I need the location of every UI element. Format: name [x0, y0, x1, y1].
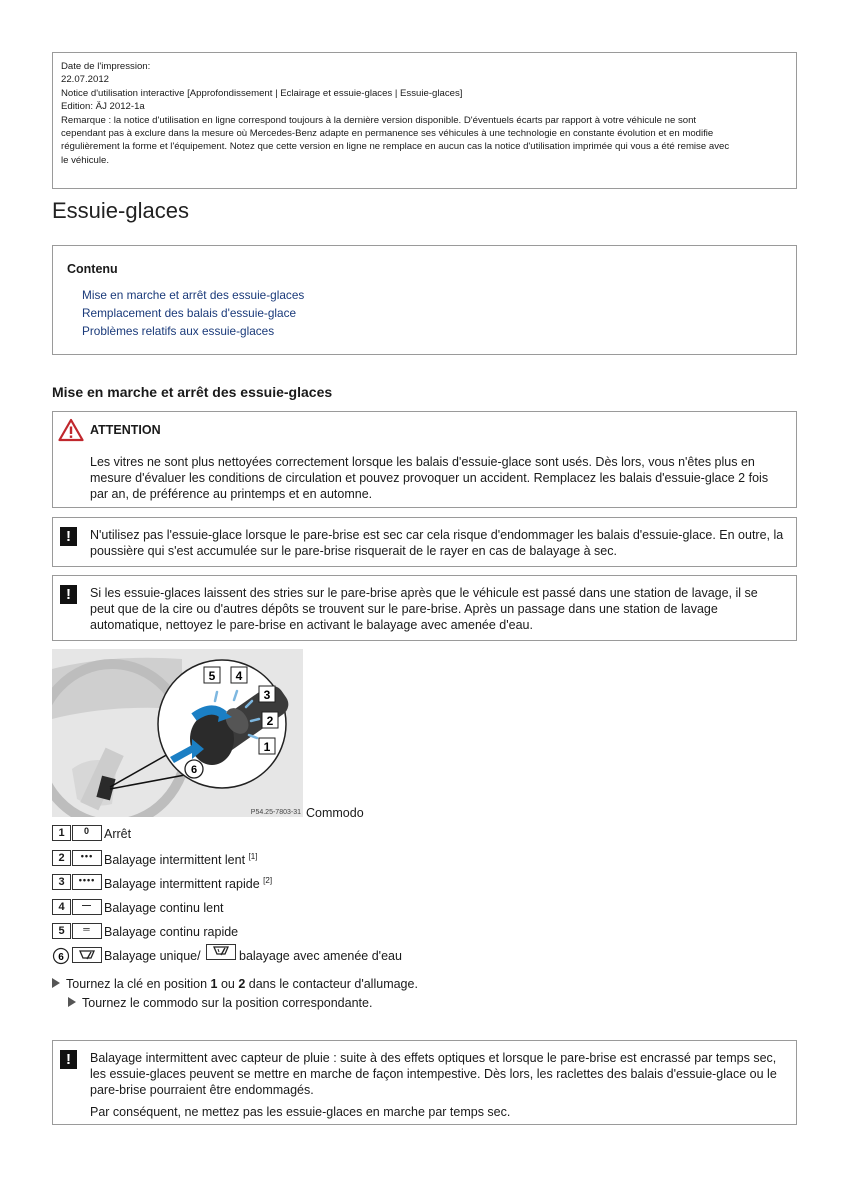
legend-text: Balayage intermittent lent: [104, 853, 246, 867]
note-text: N'utilisez pas l'essuie-glace lorsque le pare-brise est sec car cela risque d'endommager les balais d'essuie-glace. En outre, la poussière qui s'est accumulée sur le pare-brise risquerait de le rayer en cas de balayage à sec.: [90, 528, 784, 558]
figure-code: P54.25-7803-31: [250, 809, 301, 816]
toc-link-mise-en-marche[interactable]: Mise en marche et arrêt des essuie-glaces: [82, 288, 305, 302]
footnote-ref[interactable]: [2]: [263, 876, 273, 885]
toc-link-problemes[interactable]: Problèmes relatifs aux essuie-glaces: [82, 324, 275, 338]
legend-text: Balayage intermittent rapide: [104, 877, 260, 891]
legend-text-single-wipe: Balayage unique/: [104, 949, 201, 963]
remark-line-2: cependant pas à exclure dans la mesure où Mercedes-Benz adapte en permanence ses véhicules à une technologie en constante évolution et en modifie: [61, 128, 714, 140]
callout-3: 3: [263, 688, 271, 702]
legend-text: Balayage continu lent: [104, 901, 224, 915]
legend-text: Balayage continu rapide: [104, 925, 239, 939]
callout-6: 6: [190, 764, 198, 776]
section-heading: Mise en marche et arrêt des essuie-glaces: [52, 384, 333, 400]
washer-wipe-icon: [206, 944, 236, 960]
remark-line-3: régulièrement la forme et l'équipement. Notez que cette version en ligne ne remplace en aucun cas la notice d'utilisation imprimée qui vous a été remise avec: [61, 141, 730, 153]
footnote-ref[interactable]: [1]: [248, 852, 258, 861]
rain-note-paragraph-2: Par conséquent, ne mettez pas les essuie-glaces en marche par temps sec.: [90, 1105, 511, 1119]
legend-number: 4: [52, 899, 71, 915]
toc-heading: Contenu: [67, 262, 118, 276]
note-text: Si les essuie-glaces laissent des stries sur le pare-brise après que le véhicule est passé dans une station de lavage, il se peut que de la cire ou d'autres dépôts se trouvent sur le pare-brise. Après un passage dans une station de lavage automatique, nettoyez le pare-brise en activant le balayage avec amenée d'eau.: [90, 586, 758, 632]
page-title: Essuie-glaces: [52, 198, 189, 223]
breadcrumb: Notice d'utilisation interactive [Approfondissement | Eclairage et essuie-glaces | Essuie-glaces]: [61, 87, 463, 99]
callout-1: 1: [263, 740, 271, 754]
continuous-slow-symbol-icon: —: [72, 899, 102, 915]
warning-box: [52, 411, 797, 508]
table-of-contents: [52, 245, 797, 355]
legend-number: 3: [52, 874, 71, 890]
legend-item-2: [52, 850, 452, 866]
print-date-label: Date de l'impression:: [61, 61, 151, 72]
combination-switch-figure: [52, 649, 303, 817]
legend-item-6: [52, 947, 472, 963]
legend-item-3: [52, 874, 452, 890]
legend-item-1: [52, 825, 452, 841]
callout-4: 4: [235, 669, 243, 683]
callout-6-icon: [52, 947, 70, 965]
bullet-arrow-icon: [52, 978, 60, 988]
single-wipe-icon: [72, 947, 102, 963]
legend-text-washer-wipe: balayage avec amenée d'eau: [239, 949, 402, 963]
legend-number: 1: [52, 825, 71, 841]
remark-line-1: Remarque : la notice d'utilisation en ligne correspond toujours à la dernière version disponible. D'éventuels écarts par rapport à votre véhicule ne sont: [61, 114, 697, 126]
remark-line-4: le véhicule.: [61, 154, 109, 166]
note-box-rain-sensor: [52, 1040, 797, 1125]
callout-5: 5: [208, 669, 216, 683]
exclamation-icon: !: [60, 527, 77, 546]
rain-note-paragraph-1: Balayage intermittent avec capteur de pluie : suite à des effets optiques et lorsque le pare-brise est encrassé par temps sec, les essuie-glaces peuvent se mettre en marche de façon intempestive. Dès lors, les raclettes des balais d'essuie-glace ou le pare-brise pourraient être endommagés.: [90, 1051, 777, 1097]
print-date: 22.07.2012: [61, 74, 110, 86]
legend-number: 5: [52, 923, 71, 939]
note-box-dry-windshield: [52, 517, 797, 567]
warning-text: Les vitres ne sont plus nettoyées correctement lorsque les balais d'essuie-glace sont usés. Dès lors, vous n'êtes plus en mesure d'évaluer les conditions de circulation et pouvez provoquer un accident. Remplacez les balais d'essuie-glace 2 fois par an, de préférence au printemps et en automne.: [90, 455, 769, 501]
intermittent-slow-symbol-icon: •••: [72, 850, 102, 866]
step-1: Tournez la clé en position 1 ou 2 dans le contacteur d'allumage.: [52, 977, 418, 991]
figure-caption: Commodo: [306, 806, 364, 820]
legend-item-4: [52, 899, 452, 915]
legend-text: Arrêt: [104, 827, 132, 841]
bullet-arrow-icon: [68, 997, 76, 1007]
exclamation-icon: !: [60, 585, 77, 604]
note-box-car-wash: [52, 575, 797, 641]
legend-item-5: [52, 923, 452, 939]
exclamation-icon: !: [60, 1050, 77, 1069]
callout-2: 2: [266, 714, 274, 728]
note-text: [90, 1050, 785, 1120]
warning-triangle-icon: [58, 418, 84, 442]
wiper-off-symbol-icon: 0: [72, 825, 102, 841]
continuous-fast-symbol-icon: ═: [72, 923, 102, 939]
edition: Edition: ÄJ 2012-1a: [61, 101, 145, 113]
print-info-box: [52, 52, 797, 189]
combination-switch-illustration: [52, 649, 303, 817]
svg-text:6: 6: [58, 952, 64, 963]
legend-number: 2: [52, 850, 71, 866]
warning-title: ATTENTION: [90, 423, 161, 437]
intermittent-fast-symbol-icon: ••••: [72, 874, 102, 890]
toc-link-remplacement[interactable]: Remplacement des balais d'essuie-glace: [82, 306, 297, 320]
step-2: Tournez le commodo sur la position correspondante.: [68, 996, 372, 1010]
